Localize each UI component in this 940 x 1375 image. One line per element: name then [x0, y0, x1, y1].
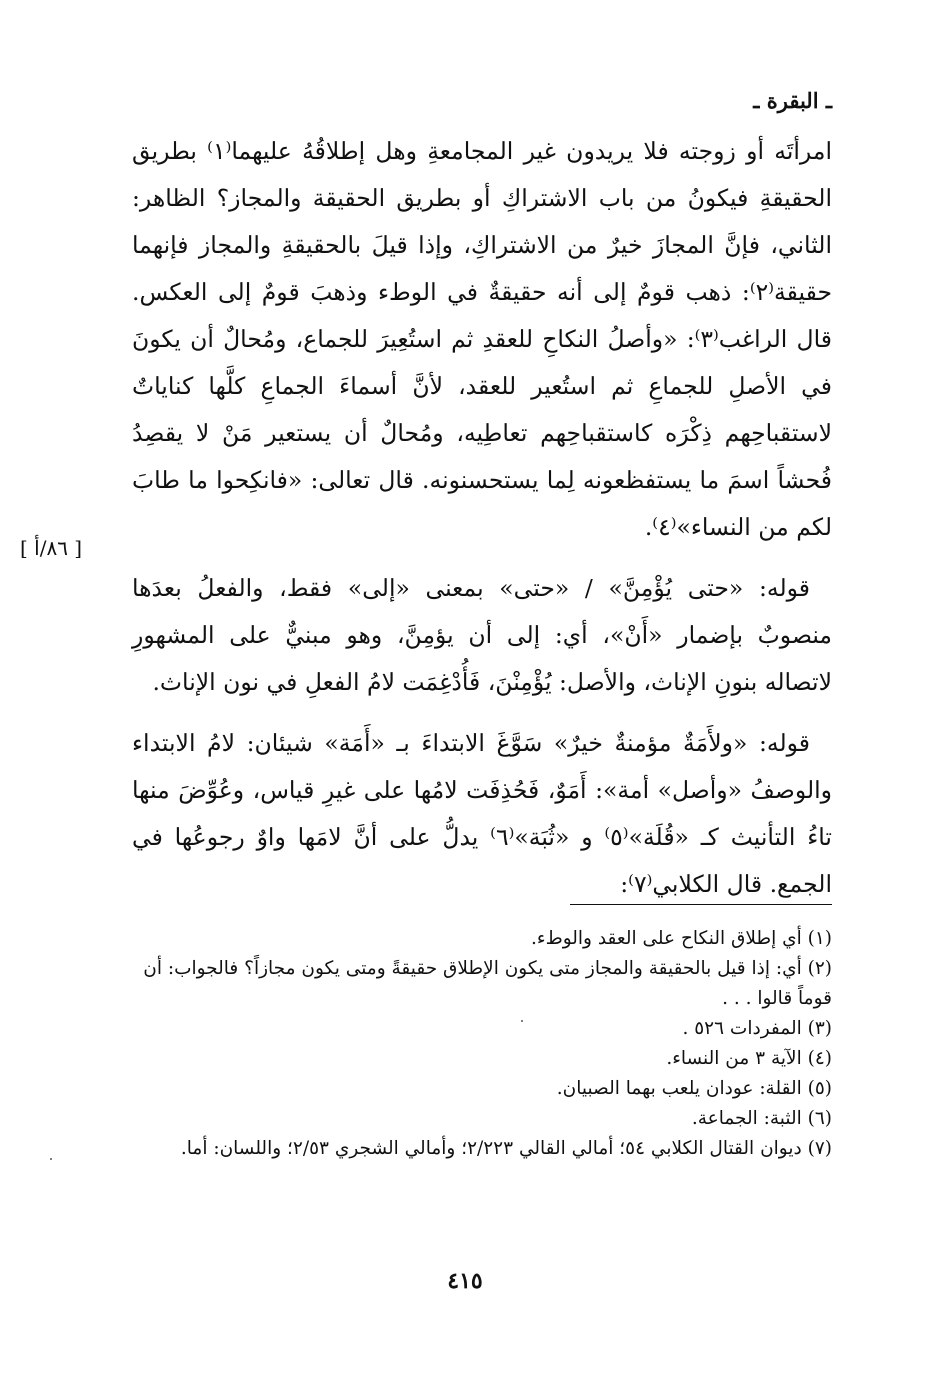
scan-speck: [521, 1020, 523, 1022]
footnote: (٢) أي: إذا قيل بالحقيقة والمجاز متى يكون الإطلاق حقيقةً ومتى يكون مجازاً؟ فالجواب: أن قوماً قالوا . . .: [143, 958, 832, 1009]
footnote: (٤) الآية ٣ من النساء.: [666, 1048, 832, 1069]
footnote: (١) أي إطلاق النكاح على العقد والوطء.: [531, 928, 832, 949]
footnote: (٧) ديوان القتال الكلابي ٥٤؛ أمالي القالي ٢/٢٢٣؛ وأمالي الشجري ٢/٥٣؛ واللسان: أما.: [180, 1138, 832, 1159]
footnote: (٥) القلة: عودان يلعب بهما الصبيان.: [556, 1078, 832, 1099]
main-text: [132, 128, 832, 908]
footnote-separator: [570, 904, 832, 905]
footnote: (٦) الثبة: الجماعة.: [691, 1108, 832, 1129]
paragraph: قوله: «ولأَمَةٌ مؤمنةٌ خيرٌ» سَوَّغَ الابتداءَ بـ «أَمَة» شيئان: لامُ الابتداء والوصفُ «وأصل» أمة»: أَمَوٌ، فَحُذِفَت لامُها على غيرِ قياس، وعُوِّضَ منها تاءُ التأنيث كـ «قُلَة»⁽٥⁾ و «ثُبَة»⁽٦⁾ يدلُّ على أنَّ لامَها واوٌ رجوعُها في الجمع. قال الكلابي⁽٧⁾:: [132, 729, 832, 898]
scan-speck: [50, 1158, 52, 1160]
page-number: ٤١٥: [447, 1268, 483, 1294]
footnote: (٣) المفردات ٥٢٦ .: [682, 1018, 832, 1039]
margin-reference: [ ٨٦/أ ]: [20, 536, 83, 560]
paragraph: قوله: «حتى يُؤْمِنَّ» / «حتى» بمعنى «إلى» فقط، والفعلُ بعدَها منصوبٌ بإضمار «أَنْ»، أي: إلى أن يؤمِنَّ، وهو مبنيٌّ على المشهورِ لاتصاله بنونِ الإناث، والأصل: يُؤْمِنْنَ، فَأُدْغِمَت لامُ الفعلِ في نون الإناث.: [132, 574, 832, 696]
footnotes: [116, 924, 832, 1164]
running-head: ـ البقرة ـ: [753, 88, 832, 113]
paragraph: امرأتَه أو زوجته فلا يريدون غير المجامعةِ وهل إطلاقُهُ عليهما⁽١⁾ بطريق الحقيقةِ فيكونُ من باب الاشتراكِ أو بطريق الحقيقة والمجاز؟ الظاهر: الثاني، فإنَّ المجازَ خيرٌ من الاشتراكِ، وإذا قيلَ بالحقيقةِ والمجاز فإنهما حقيقة⁽٢⁾: ذهب قومٌ إلى أنه حقيقةٌ في الوطء وذهبَ قومٌ إلى العكس. قال الراغب⁽٣⁾: «وأصلُ النكاحِ للعقدِ ثم استُعِيرَ للجماع، ومُحالٌ أن يكونَ في الأصلِ للجماعِ ثم استُعير للعقد، لأنَّ أسماءَ الجماعِ كلَّها كناياتٌ لاستقباحِهم ذِكْرَه كاستقباحِهم تعاطِيه، ومُحالٌ أن يستعير مَنْ لا يقصِدُ فُحشاً اسمَ ما يستفظعونه لِما يستحسنونه. قال تعالى: «فانكِحوا ما طابَ لكم من النساء»⁽٤⁾.: [132, 137, 832, 541]
